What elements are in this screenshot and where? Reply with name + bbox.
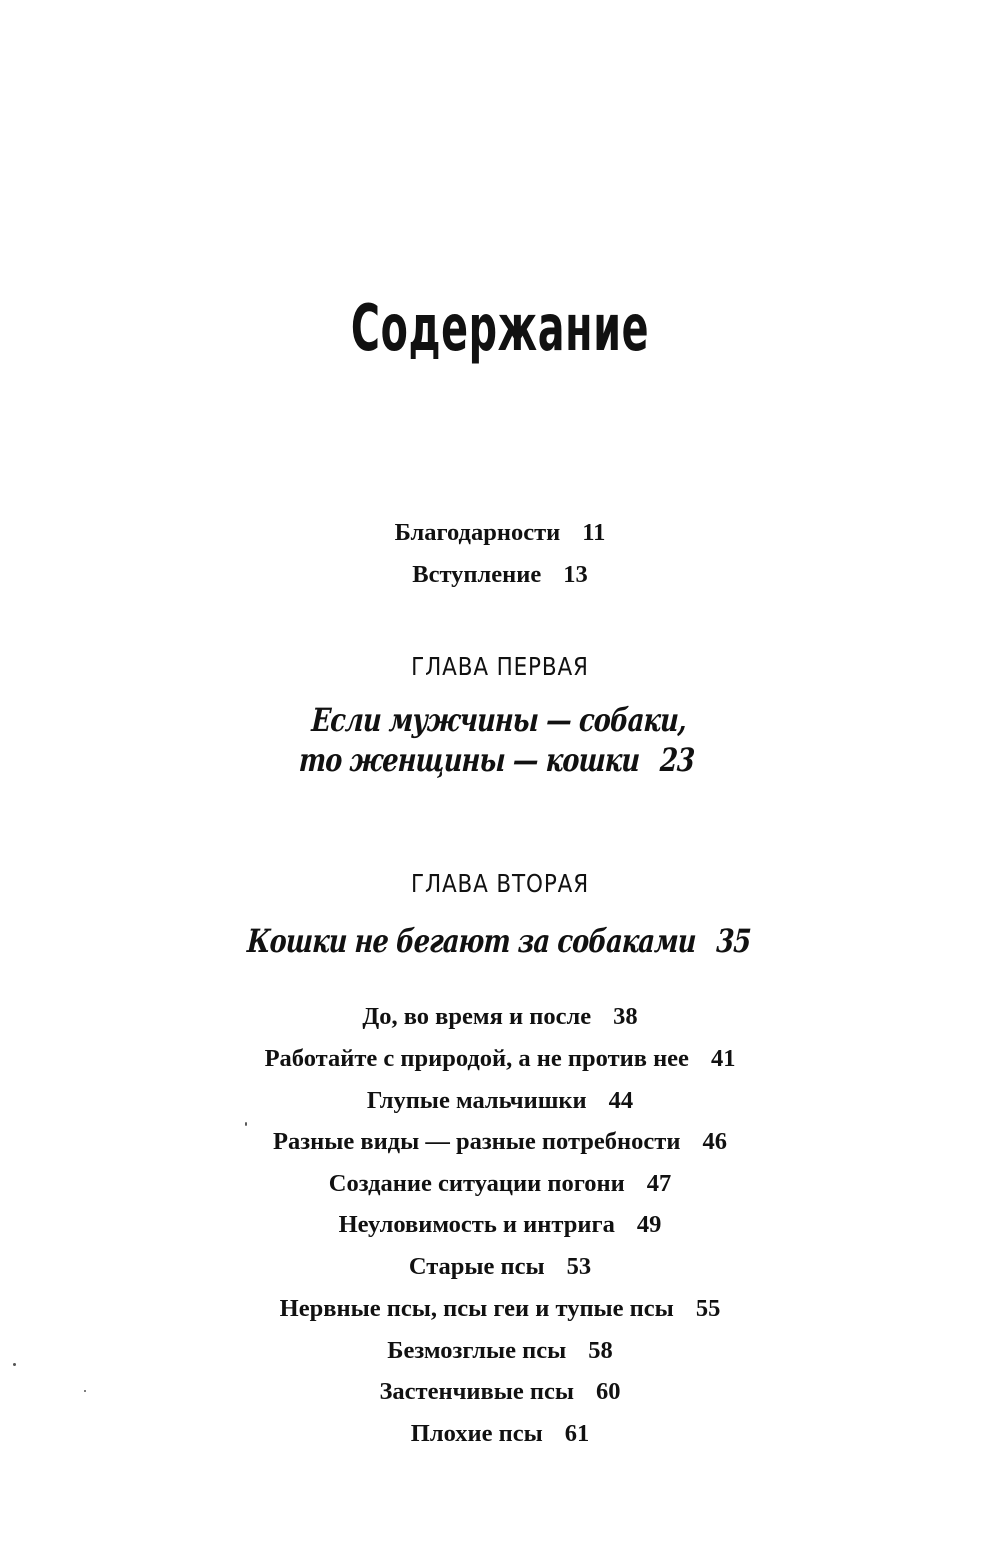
toc-entry-page: 11	[582, 519, 606, 546]
toc-entry[interactable]	[0, 1377, 1000, 1407]
toc-entry[interactable]	[0, 1127, 1000, 1157]
toc-entry[interactable]	[0, 1252, 1000, 1282]
toc-entry-page: 58	[588, 1337, 613, 1364]
chapter-title[interactable]	[96, 700, 900, 780]
toc-entry-title: Старые псы	[408, 1253, 545, 1280]
scan-speck	[84, 1390, 86, 1392]
toc-entry-title: Вступление	[412, 561, 542, 588]
toc-entry-title: Создание ситуации погони	[328, 1170, 625, 1197]
toc-entry[interactable]	[0, 1336, 1000, 1366]
toc-entry-page: 47	[646, 1170, 672, 1197]
toc-entry-title: Работайте с природой, а не против нее	[264, 1045, 689, 1072]
toc-entry-page: 61	[564, 1420, 590, 1447]
toc-entry[interactable]	[0, 1002, 1000, 1032]
toc-entry-title: Неуловимость и интрига	[338, 1211, 615, 1238]
chapter-title-line: Если мужчины — собаки,	[310, 701, 688, 739]
toc-entry-title: До, во время и после	[362, 1003, 592, 1030]
toc-entry[interactable]	[0, 518, 1000, 548]
toc-entry-title: Застенчивые псы	[379, 1378, 574, 1405]
toc-entry-title: Разные виды — разные потребности	[273, 1128, 681, 1155]
toc-entry[interactable]	[0, 1419, 1000, 1449]
toc-entry-title: Нервные псы, псы геи и тупые псы	[279, 1295, 674, 1322]
scan-speck	[13, 1363, 16, 1366]
toc-entry[interactable]	[0, 560, 1000, 590]
toc-entry-page: 49	[636, 1211, 662, 1238]
chapter-title-line: то женщины — кошки	[298, 741, 641, 779]
toc-entry-page: 41	[710, 1045, 736, 1072]
toc-entry-title: Глупые мальчишки	[366, 1087, 587, 1114]
chapter-label: ГЛАВА ПЕРВАЯ	[411, 652, 589, 681]
toc-entry-page: 53	[566, 1253, 592, 1280]
toc-entry-title: Плохие псы	[410, 1420, 543, 1447]
chapter-title-line: Кошки не бегают за собаками	[246, 922, 697, 960]
chapter-label: ГЛАВА ВТОРАЯ	[410, 869, 590, 898]
toc-entry-page: 46	[702, 1128, 727, 1155]
page-title: Содержание	[350, 292, 650, 366]
toc-entry[interactable]	[0, 1210, 1000, 1240]
toc-entry-page: 60	[596, 1378, 621, 1405]
toc-entry[interactable]	[0, 1086, 1000, 1116]
toc-entry[interactable]	[0, 1294, 1000, 1324]
toc-entry-title: Безмозглые псы	[387, 1337, 567, 1364]
chapter-page: 35	[715, 922, 752, 960]
scan-speck	[245, 1122, 247, 1126]
chapter-page: 23	[659, 741, 696, 779]
toc-entry-page: 38	[613, 1003, 638, 1030]
toc-entry[interactable]	[0, 1044, 1000, 1074]
toc-entry-page: 55	[695, 1295, 721, 1322]
toc-entry-title: Благодарности	[394, 519, 561, 546]
toc-entry-page: 13	[563, 561, 588, 588]
chapter-title[interactable]	[98, 921, 900, 961]
toc-entry-page: 44	[608, 1087, 634, 1114]
toc-entry[interactable]	[0, 1169, 1000, 1199]
